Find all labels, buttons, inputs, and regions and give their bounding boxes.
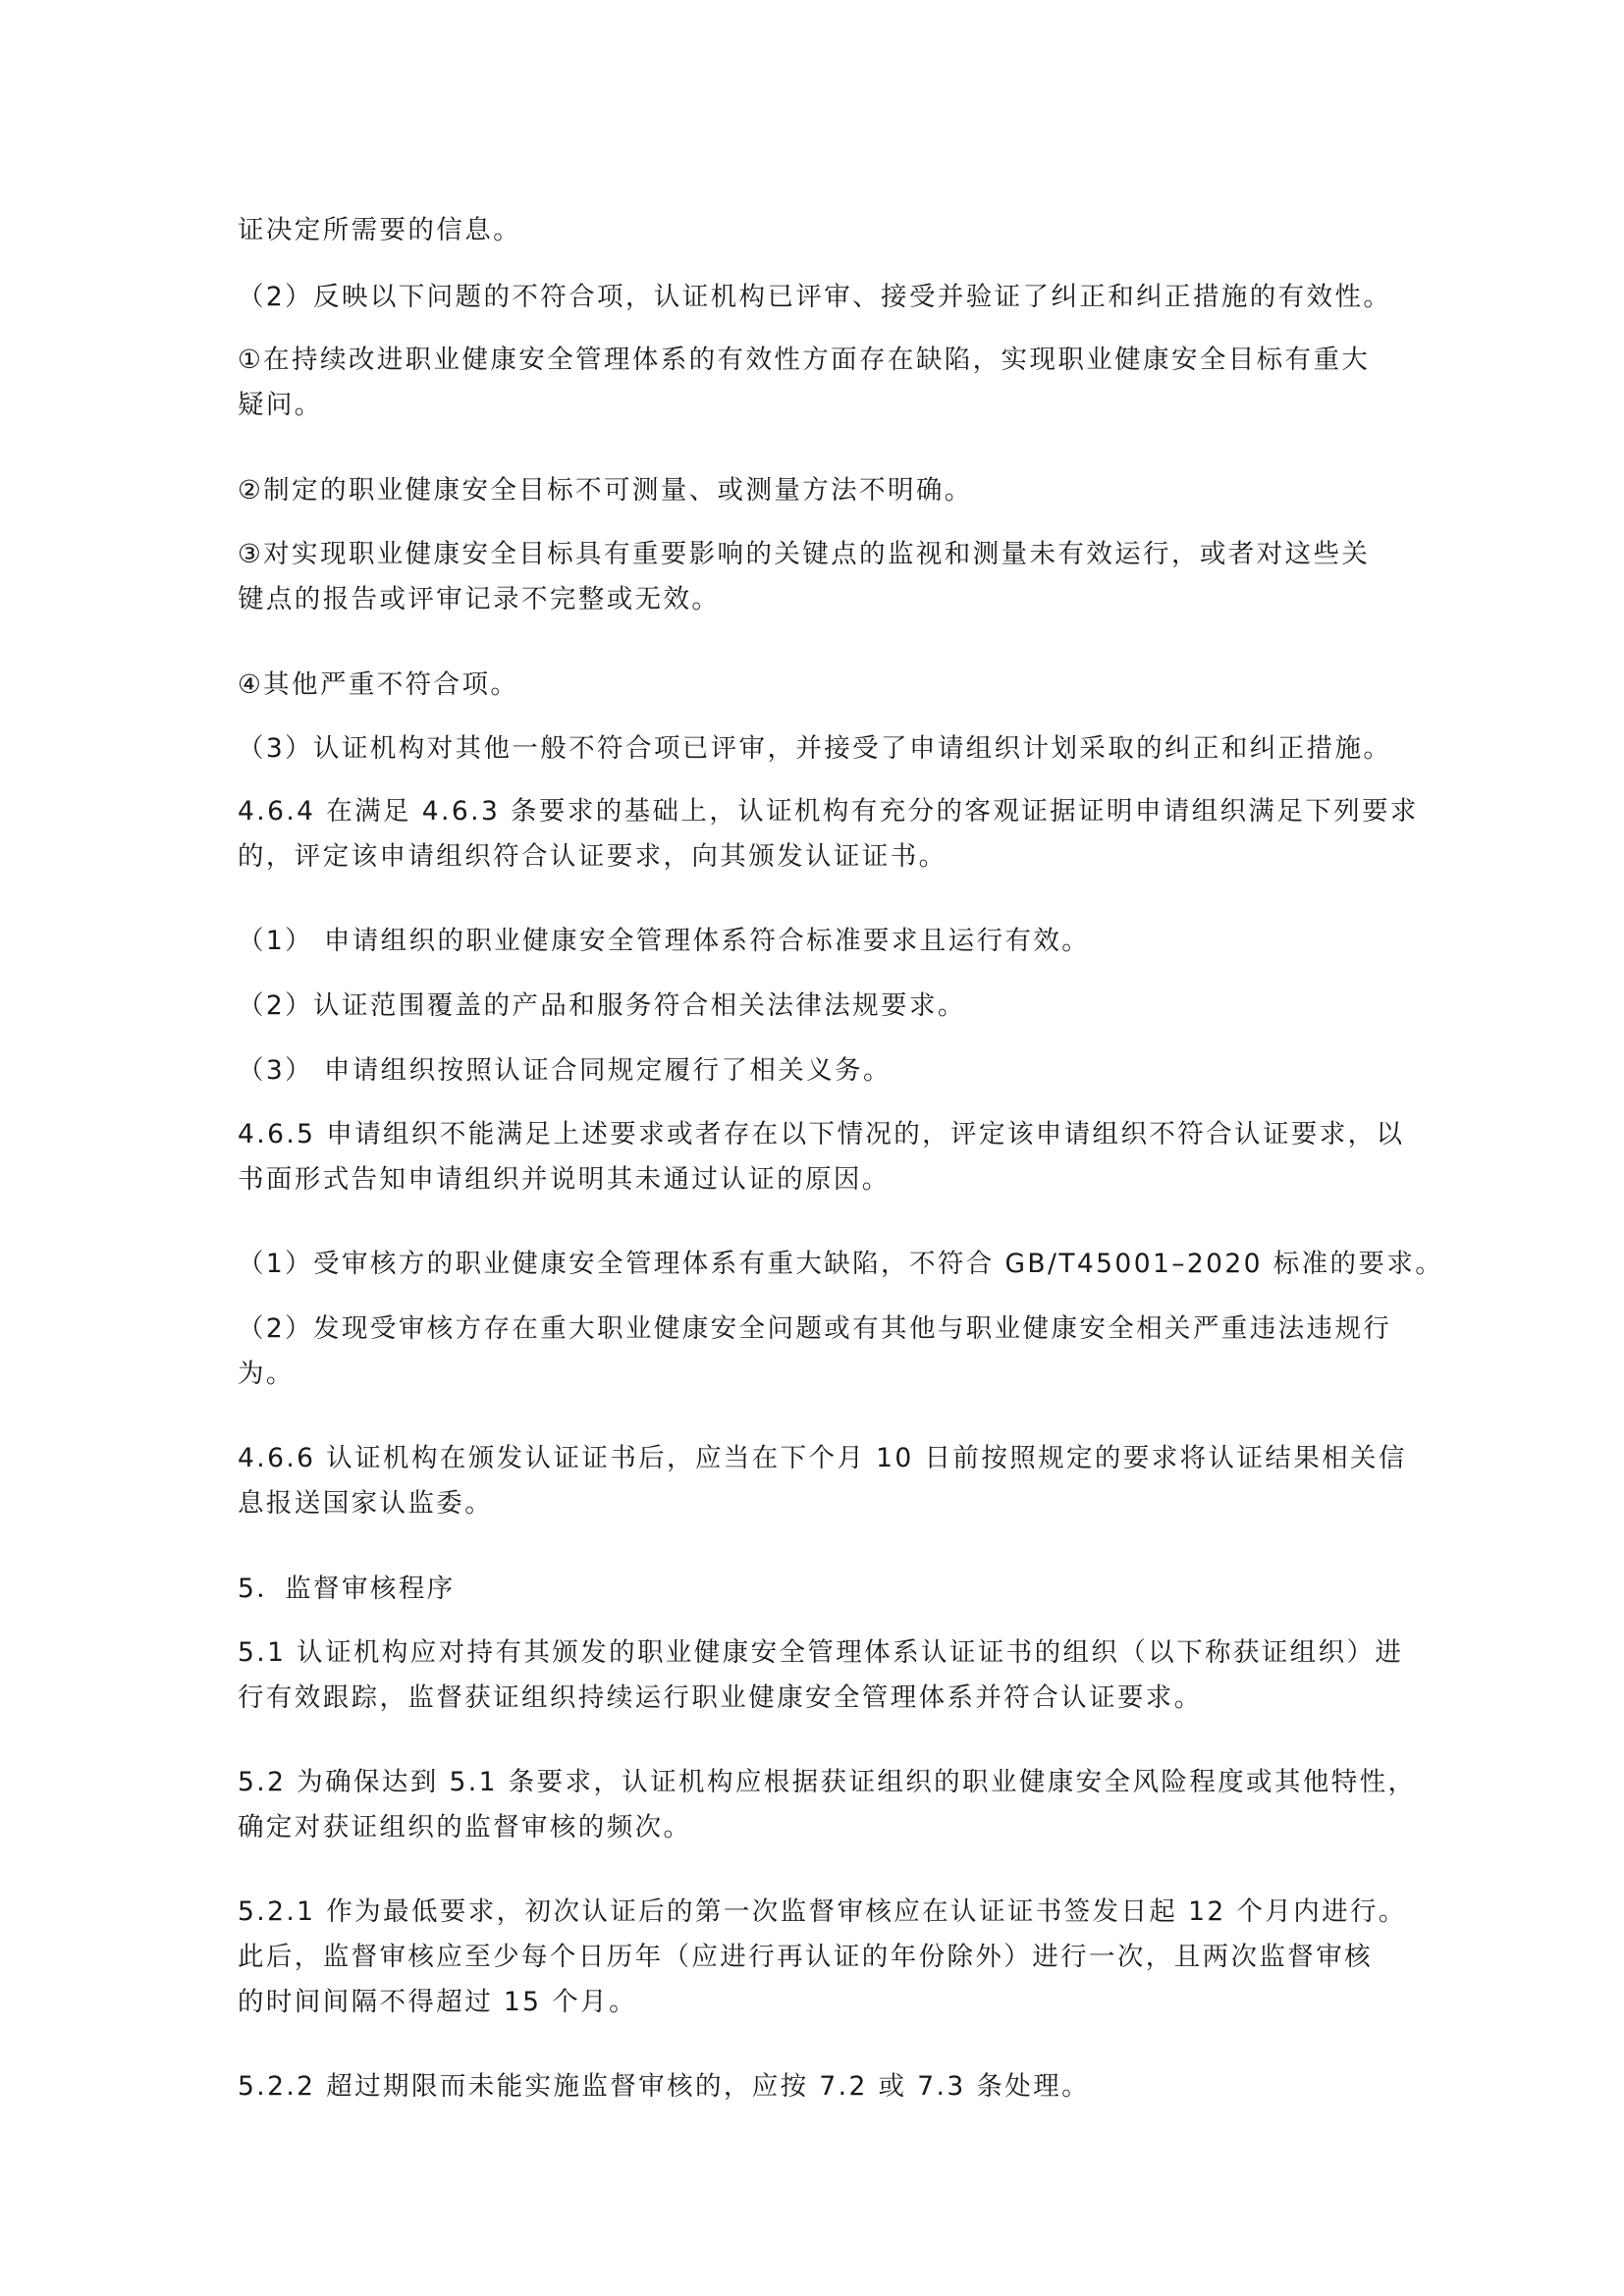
text-line: ④其他严重不符合项。 xyxy=(238,669,519,700)
paragraph xyxy=(238,984,1401,1029)
paragraph xyxy=(238,919,1401,964)
text-line: 5.2.2 超过期限而未能实施监督审核的，应按 7.2 或 7.3 条处理。 xyxy=(238,2071,1091,2102)
text-line: （1） 申请组织的职业健康安全管理体系符合标准要求且运行有效。 xyxy=(238,926,1091,956)
text-line: 键点的报告或评审记录不完整或无效。 xyxy=(238,584,721,614)
paragraph xyxy=(238,663,1401,708)
paragraph xyxy=(238,1048,1401,1094)
paragraph xyxy=(238,338,1401,428)
text-line: （3）认证机构对其他一般不符合项已评审，并接受了申请组织计划采取的纠正和纠正措施。 xyxy=(238,733,1392,764)
text-line: 息报送国家认监委。 xyxy=(238,1488,494,1519)
text-line: （2）认证范围覆盖的产品和服务符合相关法律法规要求。 xyxy=(238,990,966,1021)
text-line: ①在持续改进职业健康安全管理体系的有效性方面存在缺陷，实现职业健康安全目标有重大 xyxy=(238,345,1371,375)
text-line: 确定对获证组织的监督审核的频次。 xyxy=(238,1812,692,1842)
paragraph xyxy=(238,1436,1407,1526)
text-line: 疑问。 xyxy=(238,390,323,420)
paragraph xyxy=(238,1112,1405,1202)
paragraph xyxy=(238,789,1419,880)
paragraph xyxy=(238,468,1401,513)
text-line: （2）反映以下问题的不符合项，认证机构已评审、接受并验证了纠正和纠正措施的有效性。 xyxy=(238,282,1392,312)
text-line: 证决定所需要的信息。 xyxy=(238,215,521,245)
text-line: 此后，监督审核应至少每个日历年（应进行再认证的年份除外）进行一次，且两次监督审核 xyxy=(238,1942,1373,1972)
text-line: ③对实现职业健康安全目标具有重要影响的关键点的监视和测量未有效运行，或者对这些关 xyxy=(238,539,1371,569)
text-line: 行有效跟踪，监督获证组织持续运行职业健康安全管理体系并符合认证要求。 xyxy=(238,1682,1203,1713)
text-line: （1）受审核方的职业健康安全管理体系有重大缺陷，不符合 GB/T45001–2020 标准的要求。 xyxy=(238,1249,1444,1279)
text-line: 4.6.4 在满足 4.6.3 条要求的基础上，认证机构有充分的客观证据证明申请组织满足下列要求 xyxy=(238,796,1419,827)
text-line: 4.6.6 认证机构在颁发认证证书后，应当在下个月 10 日前按照规定的要求将认证结果相关信 xyxy=(238,1443,1407,1473)
paragraph xyxy=(238,275,1401,320)
text-line: 的时间间隔不得超过 15 个月。 xyxy=(238,1987,637,2017)
paragraph xyxy=(238,1242,1444,1287)
paragraph xyxy=(238,1760,1417,1850)
text-line: 5.2 为确保达到 5.1 条要求，认证机构应根据获证组织的职业健康安全风险程度或其他特性， xyxy=(238,1767,1417,1797)
text-line: 书面形式告知申请组织并说明其未通过认证的原因。 xyxy=(238,1164,891,1195)
text-line: 的，评定该申请组织符合认证要求，向其颁发认证证书。 xyxy=(238,841,947,872)
paragraph xyxy=(238,1630,1404,1721)
paragraph xyxy=(238,1890,1407,2025)
text-line: （3） 申请组织按照认证合同规定履行了相关义务。 xyxy=(238,1055,892,1086)
text-line: （2）发现受审核方存在重大职业健康安全问题或有其他与职业健康安全相关严重违法违规行 xyxy=(238,1313,1392,1344)
section-heading xyxy=(238,1567,1401,1612)
paragraph xyxy=(238,532,1401,622)
paragraph xyxy=(238,726,1401,772)
paragraph xyxy=(238,1307,1401,1397)
paragraph xyxy=(238,2064,1401,2109)
text-line: 4.6.5 申请组织不能满足上述要求或者存在以下情况的，评定该申请组织不符合认证要求，以 xyxy=(238,1119,1405,1149)
text-line: ②制定的职业健康安全目标不可测量、或测量方法不明确。 xyxy=(238,475,973,506)
text-line: 5．监督审核程序 xyxy=(238,1574,456,1604)
text-line: 5.2.1 作为最低要求，初次认证后的第一次监督审核应在认证证书签发日起 12 个月内进行。 xyxy=(238,1896,1407,1927)
paragraph xyxy=(238,208,1401,253)
text-line: 为。 xyxy=(238,1359,295,1389)
text-line: 5.1 认证机构应对持有其颁发的职业健康安全管理体系认证证书的组织（以下称获证组织）进 xyxy=(238,1637,1404,1668)
